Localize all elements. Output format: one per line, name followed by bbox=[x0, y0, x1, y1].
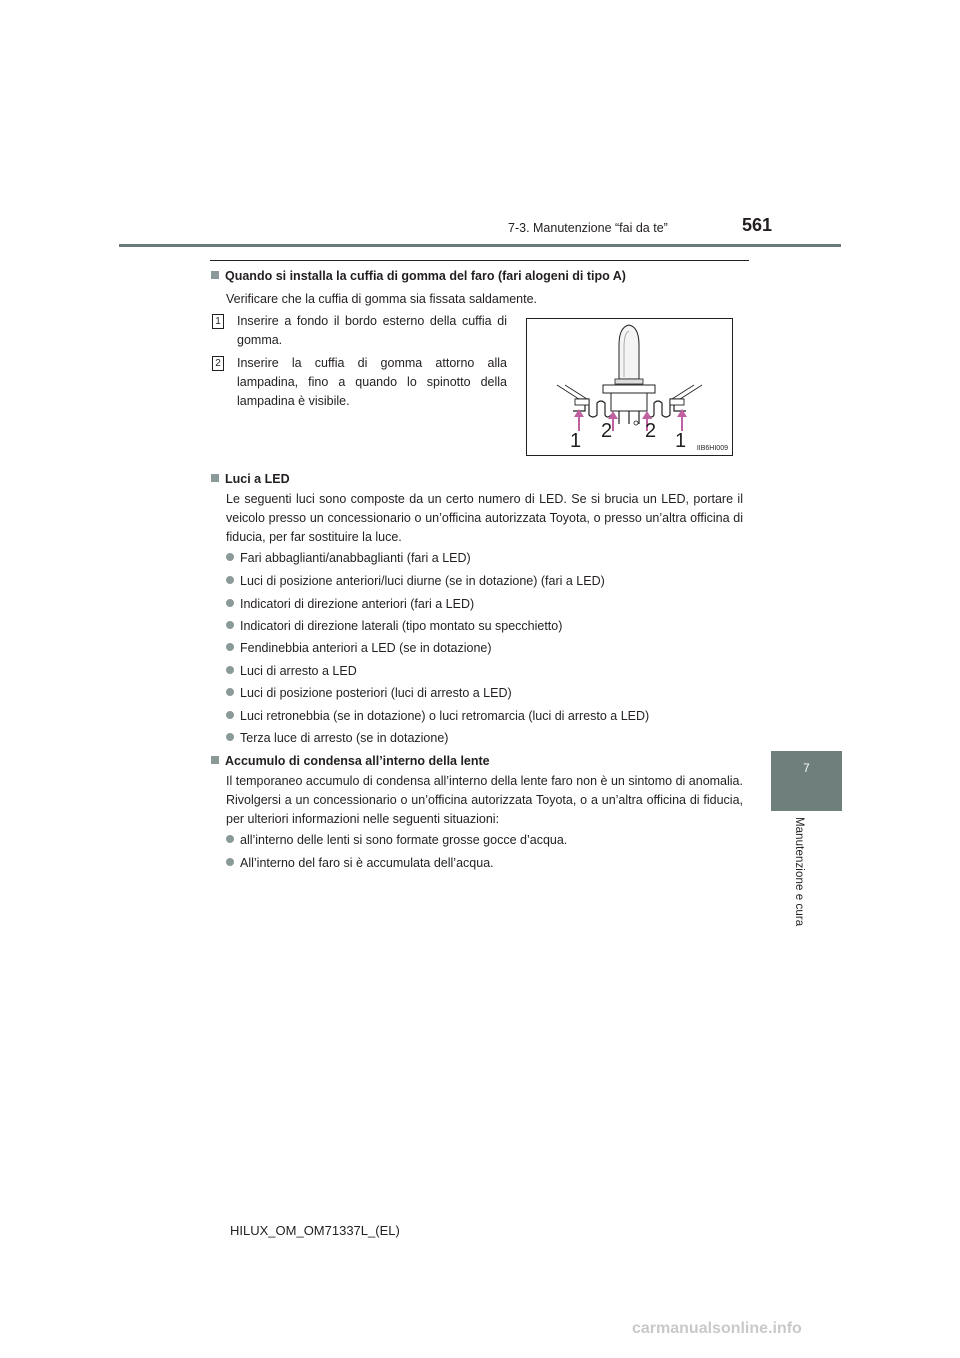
chapter-label: Manutenzione e cura bbox=[793, 817, 805, 927]
bullet-item: Fendinebbia anteriori a LED (se in dotazione) bbox=[226, 641, 492, 655]
callout-1-left: 1 bbox=[570, 430, 582, 452]
dot-bullet-icon bbox=[226, 858, 234, 866]
figure-code: IIB6HI009 bbox=[696, 445, 728, 452]
bulb-rubber-cover-illustration bbox=[527, 319, 732, 455]
bullet-item: Indicatori di direzione laterali (tipo montato su specchietto) bbox=[226, 619, 562, 633]
document-code: HILUX_OM_OM71337L_(EL) bbox=[230, 1223, 400, 1238]
headlight-bulb-figure bbox=[526, 318, 733, 456]
section1-title: Quando si installa la cuffia di gomma del faro (fari alogeni di tipo A) bbox=[225, 269, 626, 283]
chapter-tab bbox=[771, 751, 842, 811]
chapter-number: 7 bbox=[803, 763, 810, 775]
bullet-item: All’interno del faro si è accumulata dell’acqua. bbox=[226, 856, 494, 870]
dot-bullet-icon bbox=[226, 553, 234, 561]
dot-bullet-icon bbox=[226, 599, 234, 607]
callout-1-right: 1 bbox=[675, 430, 687, 452]
section3-title: Accumulo di condensa all’interno della lente bbox=[225, 754, 490, 768]
bullet-item: Terza luce di arresto (se in dotazione) bbox=[226, 731, 448, 745]
bullet-item: Indicatori di direzione anteriori (fari a LED) bbox=[226, 597, 474, 611]
bullet-item: Luci di posizione anteriori/luci diurne (se in dotazione) (fari a LED) bbox=[226, 574, 605, 588]
watermark: carmanualsonline.info bbox=[632, 1320, 802, 1337]
section1-intro: Verificare che la cuffia di gomma sia fissata saldamente. bbox=[226, 292, 538, 306]
content-top-rule bbox=[210, 260, 749, 261]
section1-heading bbox=[211, 269, 626, 283]
square-bullet-icon bbox=[211, 474, 219, 482]
dot-bullet-icon bbox=[226, 733, 234, 741]
step-number-badge: 1 bbox=[212, 314, 224, 329]
header-rule bbox=[119, 244, 841, 247]
callout-2-left: 2 bbox=[601, 420, 613, 442]
bullet-item: all’interno delle lenti si sono formate grosse gocce d’acqua. bbox=[226, 833, 567, 847]
step-text: Inserire la cuffia di gomma attorno alla lampadina, fino a quando lo spinotto della lampadina è visibile. bbox=[237, 356, 507, 408]
section3-text: Il temporaneo accumulo di condensa all’interno della lente faro non è un sintomo di anomalia. Rivolgersi a un concessionario o un’officina autorizzata Toyota, o a un’altra officina di fiducia, per ulteriori informazioni nelle seguenti situazioni: bbox=[226, 774, 743, 826]
square-bullet-icon bbox=[211, 271, 219, 279]
step-text: Inserire a fondo il bordo esterno della cuffia di gomma. bbox=[237, 314, 507, 347]
section3-heading bbox=[211, 754, 490, 768]
dot-bullet-icon bbox=[226, 621, 234, 629]
dot-bullet-icon bbox=[226, 666, 234, 674]
bullet-item: Luci di arresto a LED bbox=[226, 664, 357, 678]
section2-title: Luci a LED bbox=[225, 472, 290, 486]
bullet-item: Luci retronebbia (se in dotazione) o luci retromarcia (luci di arresto a LED) bbox=[226, 709, 649, 723]
page-number: 561 bbox=[742, 215, 773, 235]
section2-heading bbox=[211, 472, 290, 486]
step-number-badge: 2 bbox=[212, 356, 224, 371]
section-heading: 7-3. Manutenzione “fai da te” bbox=[508, 221, 668, 235]
dot-bullet-icon bbox=[226, 643, 234, 651]
dot-bullet-icon bbox=[226, 835, 234, 843]
bullet-item: Luci di posizione posteriori (luci di arresto a LED) bbox=[226, 686, 512, 700]
square-bullet-icon bbox=[211, 756, 219, 764]
section2-text: Le seguenti luci sono composte da un certo numero di LED. Se si brucia un LED, portare il veicolo presso un concessionario o un’officina autorizzata Toyota, o presso un’altra officina di fiducia, per far sostituire la luce. bbox=[226, 492, 743, 544]
bullet-item: Fari abbaglianti/anabbaglianti (fari a LED) bbox=[226, 551, 471, 565]
dot-bullet-icon bbox=[226, 576, 234, 584]
dot-bullet-icon bbox=[226, 711, 234, 719]
callout-2-right: 2 bbox=[645, 420, 657, 442]
dot-bullet-icon bbox=[226, 688, 234, 696]
